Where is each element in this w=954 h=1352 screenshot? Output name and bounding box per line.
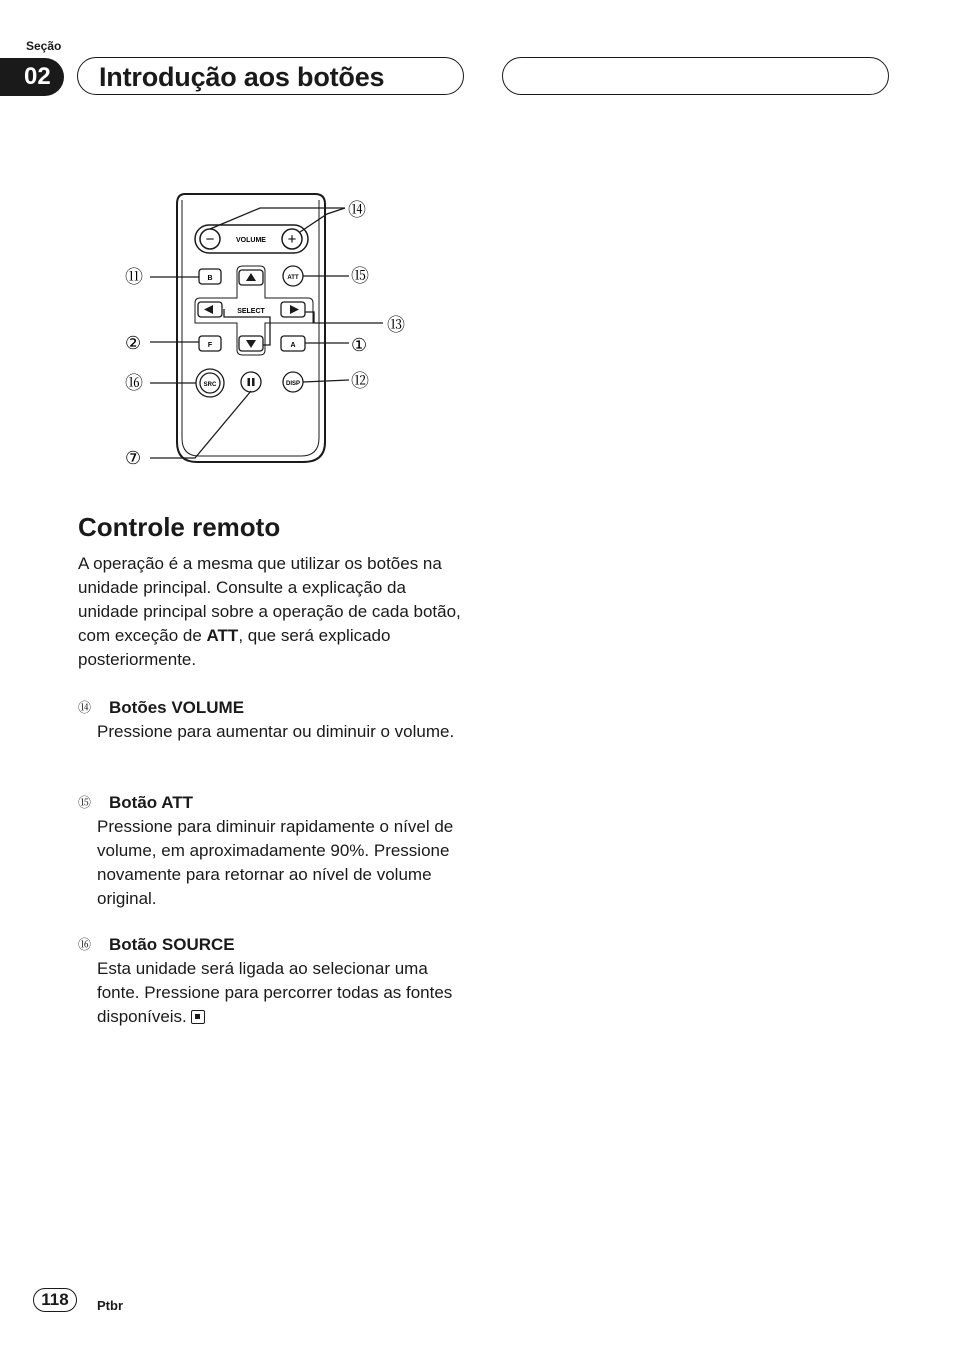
disp-label: DISP — [285, 381, 301, 387]
page-title: Introdução aos botões — [99, 62, 385, 92]
intro-text-after: , que será explicado posteriormente. — [78, 626, 391, 669]
item-title: Botão ATT — [109, 793, 194, 812]
intro-att-bold: ATT — [206, 626, 239, 645]
intro-text-before: A operação é a mesma que utilizar os botões na unidade principal. Consulte a explicação da unidade principal sobre a operação de cada botão, com exceção de — [78, 554, 461, 645]
item-description: Pressione para diminuir rapidamente o nível de volume, em aproximadamente 90%. Pressione novamente para retornar ao nível de volume original. — [97, 817, 454, 908]
list-item — [78, 696, 468, 744]
callout-13: ⑬ — [387, 315, 405, 335]
remote-control-illustration — [115, 180, 415, 480]
list-item — [78, 933, 468, 1029]
callout-11: ⑪ — [125, 267, 143, 287]
att-label: ATT — [287, 275, 299, 281]
select-label: SELECT — [237, 308, 265, 315]
b-label: B — [207, 275, 213, 282]
item-title: Botão SOURCE — [109, 935, 235, 954]
item-description-text: Esta unidade será ligada ao selecionar uma fonte. Pressione para percorrer todas as fontes disponíveis. — [97, 959, 453, 1026]
callout-2: ② — [125, 333, 142, 353]
callout-12: ⑫ — [351, 371, 369, 391]
plus-glyph: + — [287, 231, 297, 248]
item-number: ⑮ — [78, 795, 92, 810]
item-number: ⑯ — [78, 937, 92, 952]
remote-body — [177, 194, 325, 462]
end-mark-icon — [191, 1010, 205, 1024]
language-code: Ptbr — [97, 1298, 123, 1313]
page-number: 118 — [33, 1288, 77, 1312]
section-heading: Controle remoto — [78, 512, 281, 542]
item-description — [78, 957, 468, 1029]
section-number-badge: 02 — [0, 58, 64, 96]
pause-icon — [248, 378, 251, 386]
header-empty-box — [502, 57, 889, 95]
minus-glyph: − — [205, 231, 215, 248]
src-label: SRC — [203, 382, 217, 388]
callout-14: ⑭ — [348, 200, 366, 220]
callout-16: ⑯ — [125, 373, 143, 393]
item-description: Pressione para aumentar ou diminuir o volume. — [97, 722, 455, 741]
item-title: Botões VOLUME — [109, 698, 245, 717]
callout-15: ⑮ — [351, 266, 369, 286]
callout-1: ① — [351, 335, 368, 355]
item-number: ⑭ — [78, 700, 92, 715]
callout-lines — [150, 208, 383, 458]
volume-label: VOLUME — [236, 237, 266, 244]
f-label: F — [207, 342, 213, 349]
callout-7: ⑦ — [125, 448, 142, 468]
section-label: Seção — [26, 39, 62, 53]
a-label: A — [290, 342, 296, 349]
pause-button — [241, 372, 261, 392]
list-item — [78, 791, 468, 911]
intro-paragraph — [78, 552, 468, 672]
